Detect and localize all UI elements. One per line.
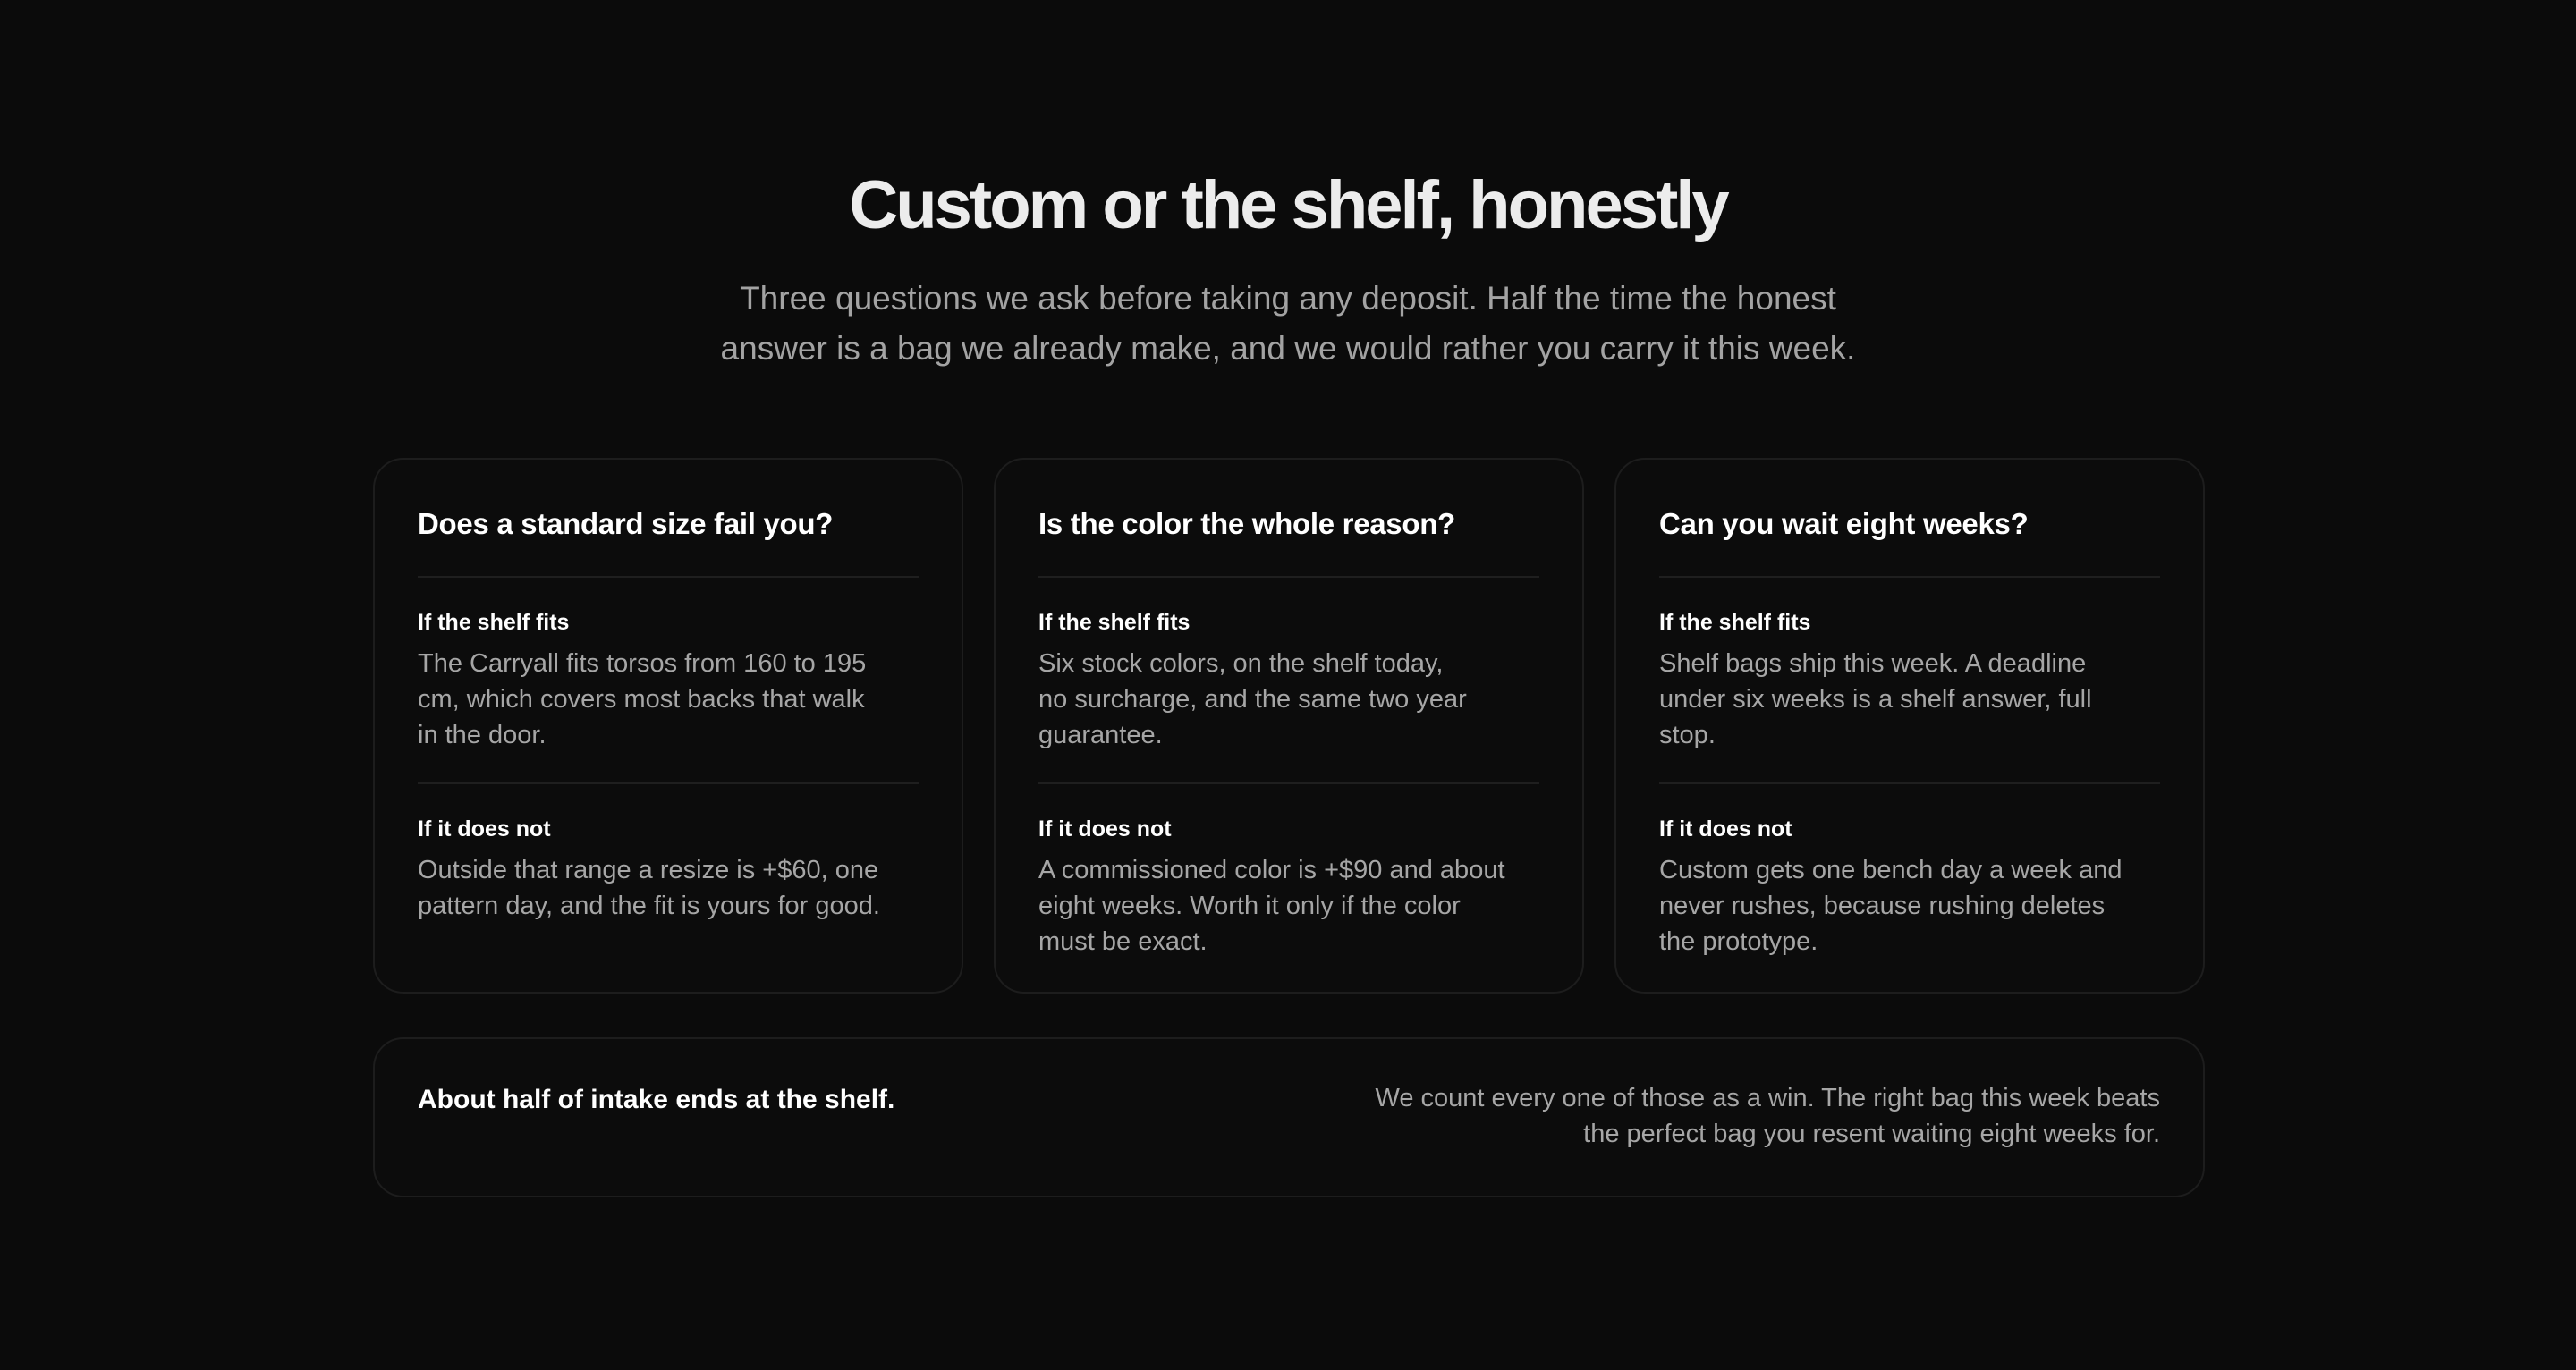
shelf-description: The Carryall fits torsos from 160 to 195 cm, which covers most backs that walk in the door. <box>418 649 867 749</box>
custom-label: If it does not <box>1659 816 1792 841</box>
summary-note: We count every one of those as a win. The right bag this week beats the perfect bag you resent waiting eight weeks for. <box>1375 1084 2160 1148</box>
shelf-description: Six stock colors, on the shelf today, no surcharge, and the same two year guarantee. <box>1038 649 1467 749</box>
shelf-label: If the shelf fits <box>1659 610 1811 635</box>
shelf-label: If the shelf fits <box>418 610 570 635</box>
shelf-description: Shelf bags ship this week. A deadline under six weeks is a shelf answer, full stop. <box>1659 649 2092 749</box>
card-divider <box>1038 576 1539 578</box>
question-card-timing <box>1614 458 2205 994</box>
summary-title: About half of intake ends at the shelf. <box>418 1085 895 1114</box>
question-card-color <box>994 458 1584 994</box>
page-title: Custom or the shelf, honestly <box>849 167 1727 243</box>
shelf-label: If the shelf fits <box>1038 610 1191 635</box>
intake-summary-card <box>373 1037 2205 1197</box>
card-divider <box>1659 782 2160 784</box>
card-title: Does a standard size fail you? <box>418 507 834 540</box>
page-subtitle: Three questions we ask before taking any deposit. Half the time the honest answer is a bag we already make, and we would rather you carry it this week. <box>720 280 1856 367</box>
card-title: Can you wait eight weeks? <box>1659 507 2029 540</box>
custom-description: Custom gets one bench day a week and never rushes, because rushing deletes the prototype. <box>1659 856 2123 956</box>
hero-section <box>0 161 2576 374</box>
custom-label: If it does not <box>418 816 551 841</box>
custom-description: Outside that range a resize is +$60, one pattern day, and the fit is yours for good. <box>418 856 880 920</box>
question-card-size <box>373 458 963 994</box>
card-divider <box>1659 576 2160 578</box>
card-divider <box>418 782 919 784</box>
custom-label: If it does not <box>1038 816 1172 841</box>
card-divider <box>1038 782 1539 784</box>
custom-description: A commissioned color is +$90 and about eight weeks. Worth it only if the color must be exact. <box>1038 856 1505 956</box>
question-cards <box>373 458 2205 994</box>
card-divider <box>418 576 919 578</box>
card-title: Is the color the whole reason? <box>1038 507 1455 540</box>
